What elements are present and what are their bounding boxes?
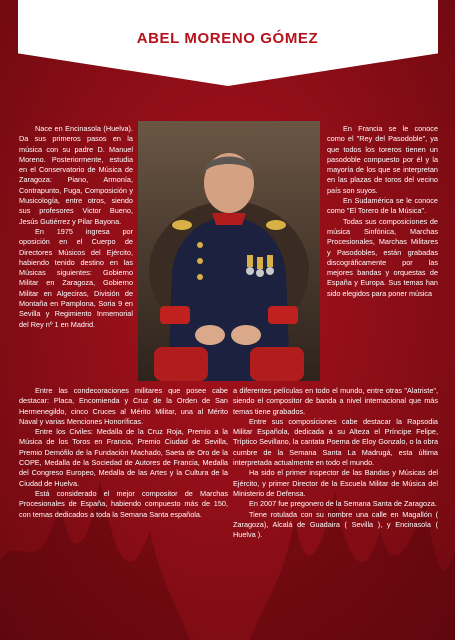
paragraph: Entre sus composiciones cabe destacar la Rapsodia Militar Española, dedicada a su Alteza el Príncipe Felipe, Tríptico Sevillano, la cantata Poema de Eloy Gonzalo, o la obra cumbre de la Semana Santa La Madrugá, esta última interpretada actualmente en todo el mundo.: [233, 416, 438, 468]
paragraph: Entre los Civiles: Medalla de la Cruz Roja, Premio a la Música de los Toros en Francia, Premio Ciudad de Sevilla, Premio Demófilo de la Fundación Machado, Saeta de Oro de la COPE, Medalla de la Sociedad de Autores de Francia, Medalla del Congreso Europeo, Medalla de las Artes y la Cultura de la Ciudad de Huelva.: [19, 427, 228, 488]
paragraph: Nace en Encinasola (Huelva). Da sus primeros pasos en la música con su padre D. Manuel Moreno. Posteriormente, estudia en el Conservatorio de Música de Zaragoza: Piano, Armonía, Contrapunto, Fuga, Composición y Musicología, entre otros, siendo sus profesores Victor Bueno, Jesús Gutiérrez y Pilar Bayona.: [19, 124, 133, 226]
left-bottom-text: [19, 386, 228, 520]
left-column-text: [19, 124, 133, 330]
paragraph: En 1975 ingresa por oposición en el Cuerpo de Directores Músicos del Ejército, habiendo tenido destino en las Músicas siguientes: Gobierno Militar en Zaragoza, Gobierno Militar en Algeciras, División de Montaña en Pamplona, Soria 9 en Sevilla y Regimiento Inmemorial del Rey nº 1 en Madrid.: [19, 226, 133, 329]
paragraph: Está considerado el mejor compositor de Marchas Procesionales de España, habiendo compuesto más de 150, con temas dedicados a toda la Semana Santa española.: [19, 488, 228, 519]
paragraph: a diferentes películas en todo el mundo, entre otras "Alatriste", siendo el compositor de banda a nivel internacional que más temas tiene grabados.: [233, 386, 438, 416]
portrait-icon: [138, 121, 320, 381]
paragraph: Tiene rotulada con su nombre una calle en Magallón ( Zaragoza), Alcalá de Guadaira ( Sevilla ), y Encinasola ( Huelva ).: [233, 509, 438, 540]
page-title: ABEL MORENO GÓMEZ: [136, 30, 319, 47]
paragraph: Entre las condecoraciones militares que posee cabe destacar: Placa, Encomienda y Cruz de la Orden de San Hermenegildo, cinco Cruces al Mérito Militar, una al Mérito Naval y varias Menciones Honoríficas.: [19, 386, 228, 426]
portrait-photo: [138, 121, 320, 381]
paragraph: En Francia se le conoce como el "Rey del Pasodoble", ya que todos los toreros tienen un pasodoble compuesto por él y la mayoría de los que se interpretan en las plazas de toros del vecino país son suyos.: [327, 124, 438, 195]
paragraph: Todas sus composiciones de música Sinfónica, Marchas Procesionales, Marchas Militares y Pasodobles, están grabadas discográficamente por las mejores bandas y orquestas de España y Europa. Sus temas han sido elegidos para poner música: [327, 216, 438, 298]
paragraph: En 2007 fue pregonero de la Semana Santa de Zaragoza.: [249, 499, 437, 509]
right-bottom-text: [233, 386, 438, 540]
paragraph: En Sudamérica se le conoce como "El Torero de la Música".: [327, 196, 438, 216]
right-column-text: [327, 124, 438, 299]
paragraph: Ha sido el primer inspector de las Bandas y Músicas del Ejército, y primer Director de la Escuela Militar de Música del Ministerio de Defensa.: [233, 468, 438, 498]
